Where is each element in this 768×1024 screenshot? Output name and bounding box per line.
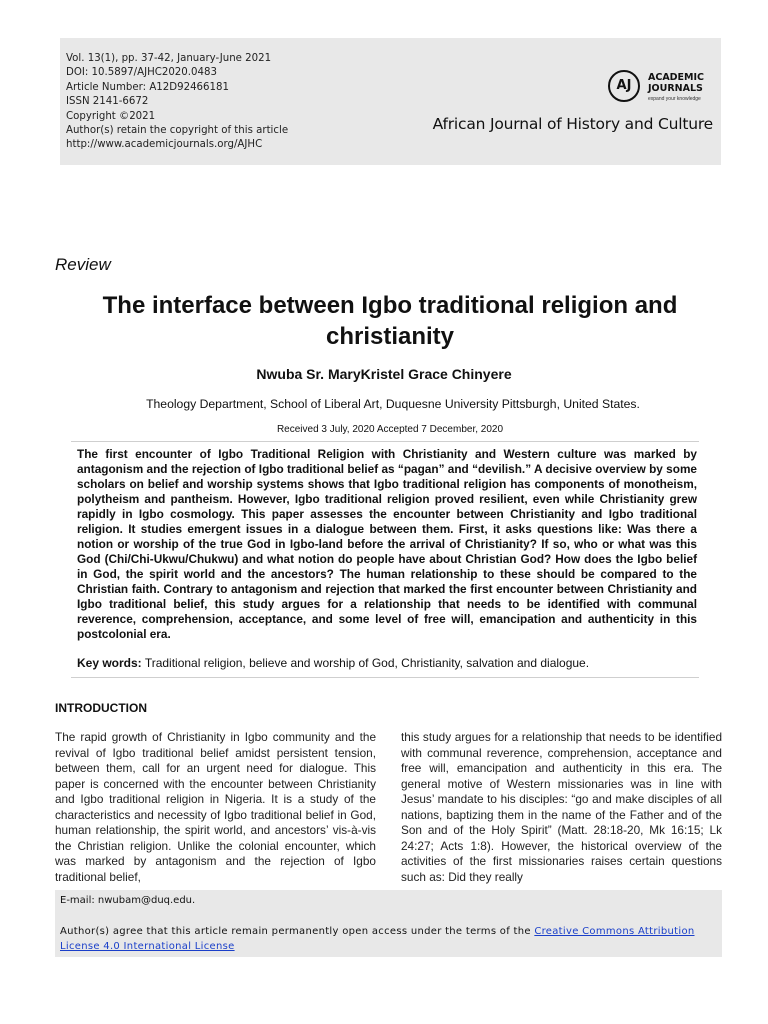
footnote-box bbox=[55, 890, 722, 957]
abstract-text: The first encounter of Igbo Traditional Religion with Christianity and Western culture was marked by antagonism and the rejection of Igbo traditional belief as “pagan” and “devilish.” A decisive overview by some scholars on belief and worship systems shows that Igbo traditional religion has components of monotheism, polytheism and pantheism. However, Igbo traditional religion proved resilient, even while Christianity grew rapidly in Igbo cosmology. This paper assesses the encounter between Christianity and Igbo traditional religion. It studies emergent issues in a dialogue between them. First, it asks questions like: Was there a notion or worship of the true God in Igbo-land before the arrival of Christianity? If so, who or what was this God (Chi/Chi-Ukwu/Chukwu) and what notion do people have about Christian God? How does the Igbo belief in God, the spirit world and the ancestors? The human relationship to these should be compared to the Christian faith. Contrary to antagonism and rejection that marked the first encounter between Christianity and Igbo traditional belief, this study argues for a relationship that needs to be identified with communal reverence, comprehension, acceptance, and some level of free will, emancipation and authenticity in this postcolonial era. bbox=[77, 447, 697, 641]
section-label: Review bbox=[55, 255, 111, 274]
journal-name: African Journal of History and Culture bbox=[432, 115, 713, 133]
meta-article-number: Article Number: A12D92466181 bbox=[66, 81, 229, 93]
logo-tagline: expand your knowledge bbox=[648, 96, 701, 102]
license-link[interactable]: Creative Commons Attribution License 4.0 International License bbox=[60, 926, 695, 952]
meta-doi: DOI: 10.5897/AJHC2020.0483 bbox=[66, 67, 217, 79]
body-column-left: The rapid growth of Christianity in Igbo community and the revival of Igbo traditional belief amidst persistent tension, between them, call for an urgent need for dialogue. This paper is concerned with the encounter between Christianity and Igbo traditional religion in Nigeria. It is a study of the characteristics and necessity of Igbo traditional belief in God, human relationship, the spirit world, and ancestors’ vis-à-vis the Christian religion. Unlike the colonial encounter, which was marked by antagonism and the rejection of Igbo traditional belief, bbox=[55, 730, 376, 884]
article-meta bbox=[66, 52, 288, 153]
meta-url: http://www.academicjournals.org/AJHC bbox=[66, 139, 263, 151]
author-name: Nwuba Sr. MaryKristel Grace Chinyere bbox=[256, 366, 512, 382]
keywords-label: Key words: bbox=[77, 656, 142, 670]
meta-rights: Author(s) retain the copyright of this article bbox=[66, 125, 289, 137]
aj-logo-icon: AJ bbox=[608, 70, 640, 102]
received-dates: Received 3 July, 2020 Accepted 7 December, 2020 bbox=[276, 424, 504, 435]
logo-name-line2: JOURNALS bbox=[648, 83, 703, 94]
license-prefix: Author(s) agree that this article remain permanently open access under the terms of the bbox=[60, 926, 535, 937]
keywords bbox=[77, 656, 589, 670]
author-email: E-mail: nwubam@duq.edu. bbox=[60, 895, 196, 906]
meta-volume: Vol. 13(1), pp. 37-42, January-June 2021 bbox=[66, 53, 272, 64]
keywords-text: Traditional religion, believe and worship of God, Christianity, salvation and dialogue. bbox=[144, 656, 590, 670]
meta-issn: ISSN 2141-6672 bbox=[66, 96, 149, 108]
academic-journals-logo bbox=[608, 68, 718, 108]
author-affiliation: Theology Department, School of Liberal Art, Duquesne University Pittsburgh, United States. bbox=[146, 397, 640, 411]
logo-name bbox=[648, 72, 718, 94]
meta-copyright: Copyright ©2021 bbox=[66, 110, 156, 122]
license-statement bbox=[60, 924, 720, 954]
journal-header bbox=[60, 38, 721, 165]
body-column-right: this study argues for a relationship that needs to be identified with communal reverence, comprehension, acceptance and free will, emancipation and authenticity in this era. The general motive of Western missionaries was in line with Jesus’ mandate to his disciples: “go and make disciples of all nations, baptizing them in the name of the Father and of the Son and of the Holy Spirit” (Matt. 28:18-20, Mk 16:15; Lk 24:27; Acts 1:8). However, the historical overview of the activities of the first missionaries raises certain questions such as: Did they really bbox=[401, 730, 722, 884]
article-title: The interface between Igbo traditional religion and christianity bbox=[102, 292, 678, 350]
introduction-heading: INTRODUCTION bbox=[55, 701, 147, 715]
abstract-section bbox=[71, 441, 699, 678]
logo-name-line1: ACADEMIC bbox=[648, 72, 705, 83]
